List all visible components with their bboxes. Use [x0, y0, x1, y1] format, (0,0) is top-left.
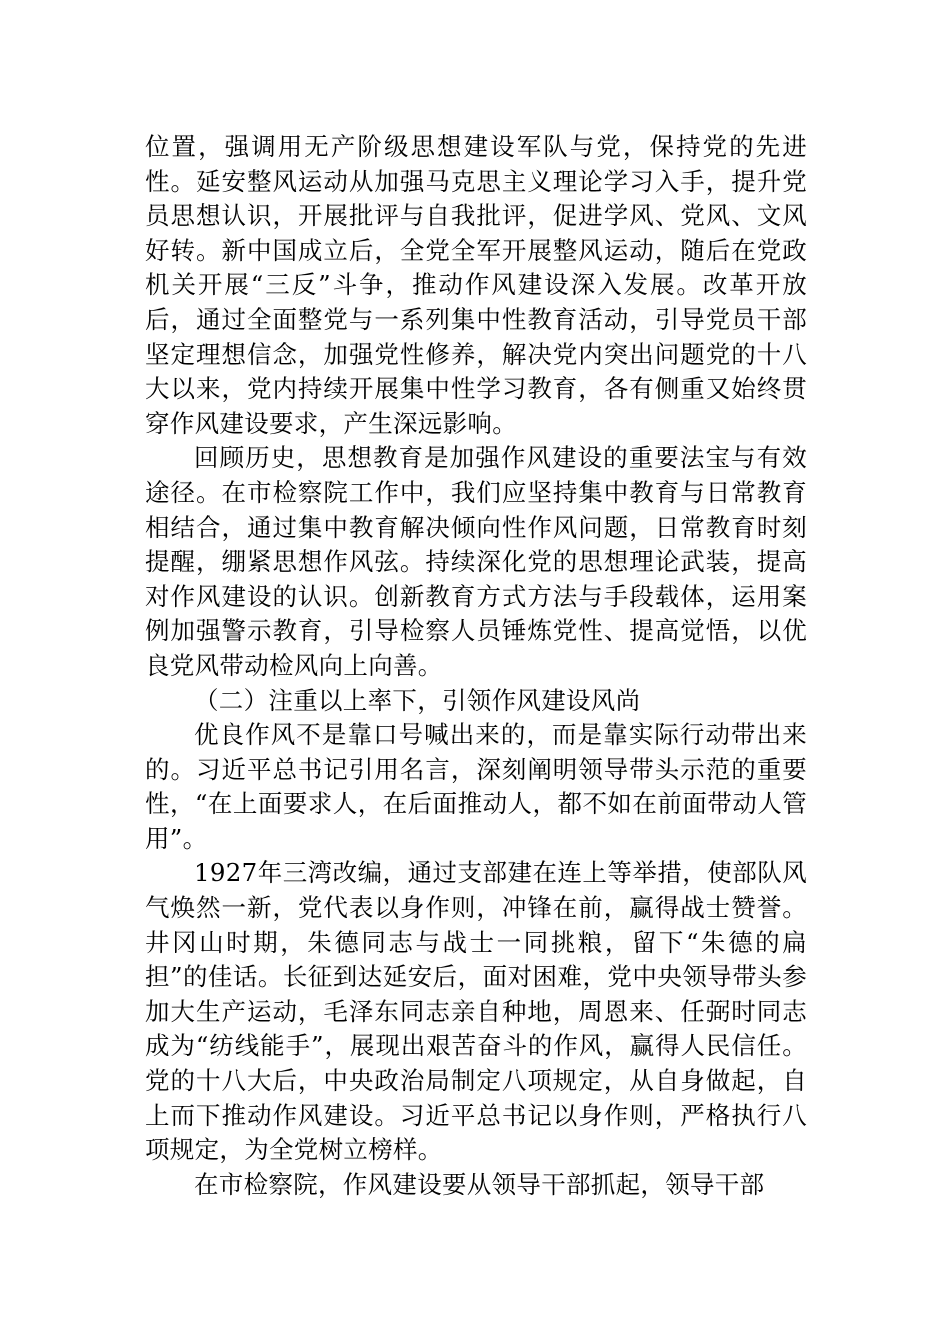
document-page [145, 130, 807, 1202]
paragraph-history-review: 位置，强调用无产阶级思想建设军队与党，保持党的先进性。延安整风运动从加强马克思主义理论学习入手，提升党员思想认识，开展批评与自我批评，促进学风、党风、文风好转。新中国成立后，全党全军开展整风运动，随后在党政机关开展“三反”斗争，推动作风建设深入发展。改革开放后，通过全面整党与一系列集中性教育活动，引导党员干部坚定理想信念，加强党性修养，解决党内突出问题党的十八大以来，党内持续开展集中性学习教育，各有侧重又始终贯穿作风建设要求，产生深远影响。 [145, 132, 807, 438]
paragraph-procuratorate-leaders: 在市检察院，作风建设要从领导干部抓起，领导干部 [194, 1169, 765, 1199]
section-heading-lead-by-example: （二）注重以上率下，引领作风建设风尚 [194, 685, 641, 715]
paragraph-historical-examples: 1927年三湾改编，通过支部建在连上等举措，使部队风气焕然一新，党代表以身作则，冲锋在前，赢得战士赞誉。井冈山时期，朱德同志与战士一同挑粮，留下“朱德的扁担”的佳话。长征到达延安后，面对困难，党中央领导带头参加大生产运动，毛泽东同志亲自种地，周恩来、任弼时同志成为“纺线能手”，展现出艰苦奋斗的作风，赢得人民信任。党的十八大后，中央政治局制定八项规定，从自身做起，自上而下推动作风建设。习近平总书记以身作则，严格执行八项规定，为全党树立榜样。 [145, 858, 807, 1165]
paragraph-good-style: 优良作风不是靠口号喊出来的，而是靠实际行动带出来的。习近平总书记引用名言，深刻阐明领导带头示范的重要性，“在上面要求人，在后面推动人，都不如在前面带动人管用”。 [145, 720, 807, 853]
paragraph-ideological-education: 回顾历史，思想教育是加强作风建设的重要法宝与有效途径。在市检察院工作中，我们应坚持集中教育与日常教育相结合，通过集中教育解决倾向性作风问题，日常教育时刻提醒，绷紧思想作风弦。持续深化党的思想理论武装，提高对作风建设的认识。创新教育方式方法与手段载体，运用案例加强警示教育，引导检察人员锤炼党性、提高觉悟，以优良党风带动检风向上向善。 [145, 443, 807, 680]
